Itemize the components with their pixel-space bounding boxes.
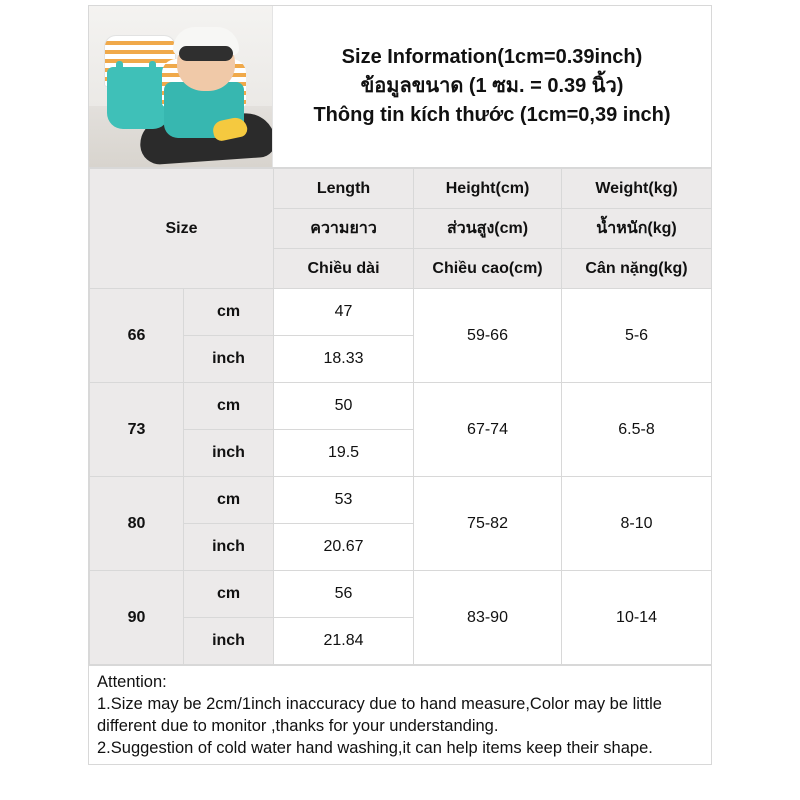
header-weight-en: Weight(kg)	[562, 169, 712, 209]
row-size-80: 80	[90, 477, 184, 571]
unit-inch: inch	[184, 524, 274, 571]
header-size-label: Size	[90, 169, 274, 289]
model-sunglasses	[179, 46, 233, 61]
unit-inch: inch	[184, 430, 274, 477]
height-73: 67-74	[414, 383, 562, 477]
table-row	[90, 383, 712, 430]
flatlay-overalls-icon	[107, 67, 169, 129]
attention-title: Attention:	[97, 673, 167, 692]
measurements-table	[89, 168, 712, 665]
title-line-vi: Thông tin kích thước (1cm=0,39 inch)	[313, 104, 671, 127]
table-header-row-en	[90, 169, 712, 209]
length-cm-90: 56	[274, 571, 414, 618]
header-length-vi: Chiều dài	[274, 249, 414, 289]
unit-cm: cm	[184, 571, 274, 618]
attention-note-2: 2.Suggestion of cold water hand washing,it can help items keep their shape.	[97, 739, 653, 758]
unit-cm: cm	[184, 383, 274, 430]
header-weight-vi: Cân nặng(kg)	[562, 249, 712, 289]
title-line-th: ข้อมูลขนาด (1 ซม. = 0.39 นิ้ว)	[360, 75, 624, 98]
height-90: 83-90	[414, 571, 562, 665]
row-size-90: 90	[90, 571, 184, 665]
unit-cm: cm	[184, 289, 274, 336]
weight-90: 10-14	[562, 571, 712, 665]
size-chart	[88, 5, 712, 765]
header-height-th: ส่วนสูง(cm)	[414, 209, 562, 249]
header-length-en: Length	[274, 169, 414, 209]
table-row	[90, 289, 712, 336]
header-height-vi: Chiều cao(cm)	[414, 249, 562, 289]
unit-inch: inch	[184, 618, 274, 665]
length-cm-80: 53	[274, 477, 414, 524]
title-line-en: Size Information(1cm=0.39inch)	[341, 46, 643, 69]
length-inch-90: 21.84	[274, 618, 414, 665]
chart-header	[89, 6, 711, 168]
length-inch-73: 19.5	[274, 430, 414, 477]
length-cm-73: 50	[274, 383, 414, 430]
header-weight-th: น้ำหนัก(kg)	[562, 209, 712, 249]
row-size-66: 66	[90, 289, 184, 383]
table-row	[90, 571, 712, 618]
product-photo	[89, 6, 273, 167]
table-row	[90, 477, 712, 524]
weight-66: 5-6	[562, 289, 712, 383]
length-inch-80: 20.67	[274, 524, 414, 571]
header-height-en: Height(cm)	[414, 169, 562, 209]
attention-block	[89, 665, 711, 764]
weight-73: 6.5-8	[562, 383, 712, 477]
unit-inch: inch	[184, 336, 274, 383]
length-inch-66: 18.33	[274, 336, 414, 383]
chart-title-block	[273, 6, 711, 167]
weight-80: 8-10	[562, 477, 712, 571]
length-cm-66: 47	[274, 289, 414, 336]
height-66: 59-66	[414, 289, 562, 383]
header-length-th: ความยาว	[274, 209, 414, 249]
unit-cm: cm	[184, 477, 274, 524]
attention-note-1: 1.Size may be 2cm/1inch inaccuracy due to hand measure,Color may be little different due to monitor ,thanks for your understanding.	[97, 695, 662, 736]
height-80: 75-82	[414, 477, 562, 571]
row-size-73: 73	[90, 383, 184, 477]
